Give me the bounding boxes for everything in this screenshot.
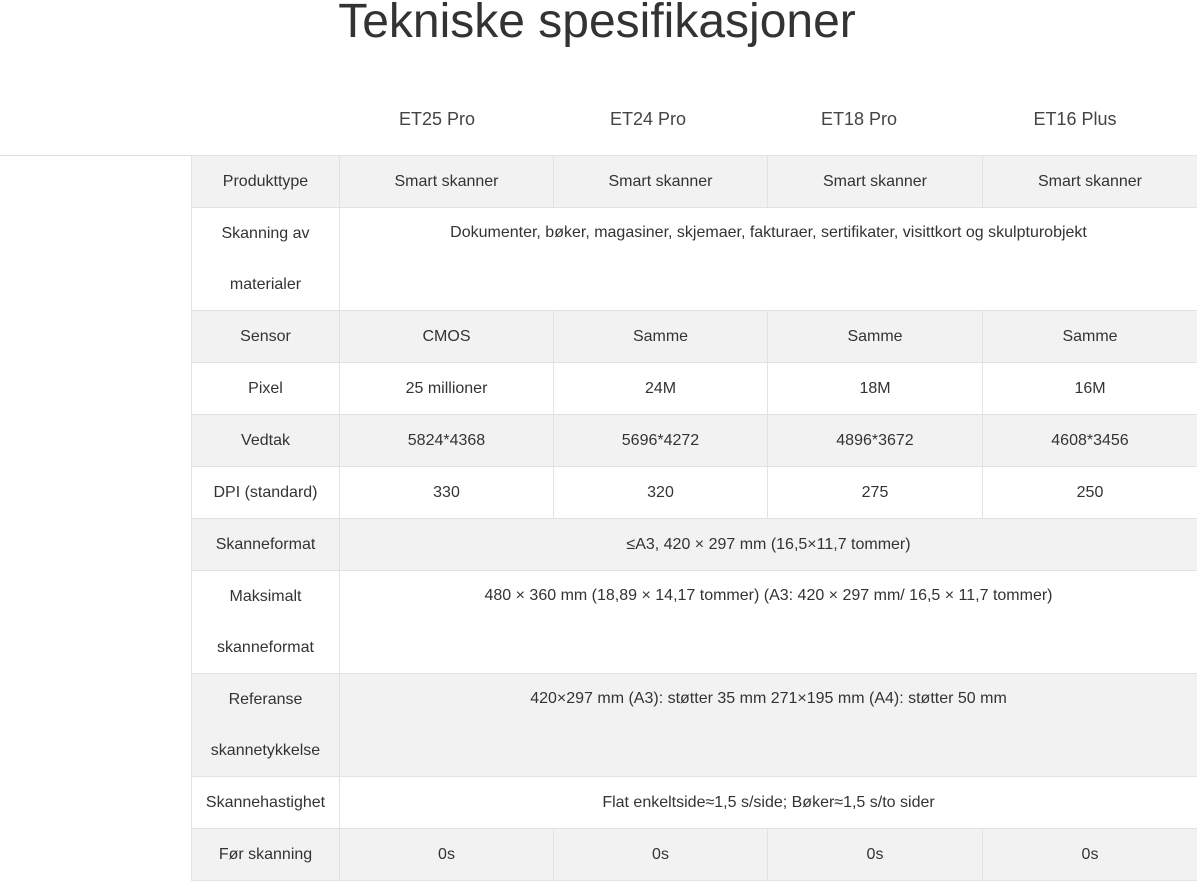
spec-table	[191, 155, 1197, 881]
table-cell: Smart skanner	[554, 156, 768, 208]
table-cell: 0s	[768, 829, 983, 881]
table-cell: Flat enkeltside≈1,5 s/side; Bøker≈1,5 s/to sider	[340, 777, 1197, 829]
model-name: ET24 Pro	[541, 104, 755, 134]
page-title: Tekniske spesifikasjoner	[0, 0, 1194, 50]
table-cell: 330	[340, 467, 554, 519]
model-name: ET18 Pro	[752, 104, 966, 134]
row-label: Skanneformat	[192, 519, 340, 571]
table-cell: 320	[554, 467, 768, 519]
table-row	[192, 829, 1197, 881]
table-row	[192, 363, 1197, 415]
table-cell: 250	[983, 467, 1197, 519]
table-cell: 4896*3672	[768, 415, 983, 467]
row-label: Skannehastighet	[192, 777, 340, 829]
table-row	[192, 674, 1197, 777]
table-cell: 275	[768, 467, 983, 519]
table-cell: Smart skanner	[340, 156, 554, 208]
table-row	[192, 156, 1197, 208]
table-row	[192, 571, 1197, 674]
row-label: DPI (standard)	[192, 467, 340, 519]
table-cell: Samme	[768, 311, 983, 363]
row-label: Sensor	[192, 311, 340, 363]
row-label: Pixel	[192, 363, 340, 415]
table-cell: CMOS	[340, 311, 554, 363]
table-cell: 480 × 360 mm (18,89 × 14,17 tommer) (A3: 420 × 297 mm/ 16,5 × 11,7 tommer)	[340, 571, 1197, 674]
table-row	[192, 208, 1197, 311]
table-cell: ≤A3, 420 × 297 mm (16,5×11,7 tommer)	[340, 519, 1197, 571]
table-row	[192, 311, 1197, 363]
table-row	[192, 777, 1197, 829]
table-cell: 16M	[983, 363, 1197, 415]
table-cell: 18M	[768, 363, 983, 415]
table-cell: Dokumenter, bøker, magasiner, skjemaer, fakturaer, sertifikater, visittkort og skulpturobjekt	[340, 208, 1197, 311]
table-cell: Samme	[554, 311, 768, 363]
table-cell: 5824*4368	[340, 415, 554, 467]
table-cell: 420×297 mm (A3): støtter 35 mm 271×195 mm (A4): støtter 50 mm	[340, 674, 1197, 777]
table-cell: 0s	[554, 829, 768, 881]
model-name: ET16 Plus	[968, 104, 1182, 134]
row-label: Skanning av materialer	[192, 208, 340, 311]
table-cell: 0s	[983, 829, 1197, 881]
table-row	[192, 519, 1197, 571]
table-row	[192, 415, 1197, 467]
model-name: ET25 Pro	[330, 104, 544, 134]
table-cell: 0s	[340, 829, 554, 881]
table-cell: Smart skanner	[983, 156, 1197, 208]
row-label: Maksimalt skanneformat	[192, 571, 340, 674]
row-label: Vedtak	[192, 415, 340, 467]
table-cell: Samme	[983, 311, 1197, 363]
model-header-row	[0, 104, 1197, 134]
table-cell: 5696*4272	[554, 415, 768, 467]
table-cell: Smart skanner	[768, 156, 983, 208]
row-label: Før skanning	[192, 829, 340, 881]
row-label: Produkttype	[192, 156, 340, 208]
row-label: Referanse skannetykkelse	[192, 674, 340, 777]
table-cell: 25 millioner	[340, 363, 554, 415]
table-row	[192, 467, 1197, 519]
table-cell: 24M	[554, 363, 768, 415]
table-cell: 4608*3456	[983, 415, 1197, 467]
